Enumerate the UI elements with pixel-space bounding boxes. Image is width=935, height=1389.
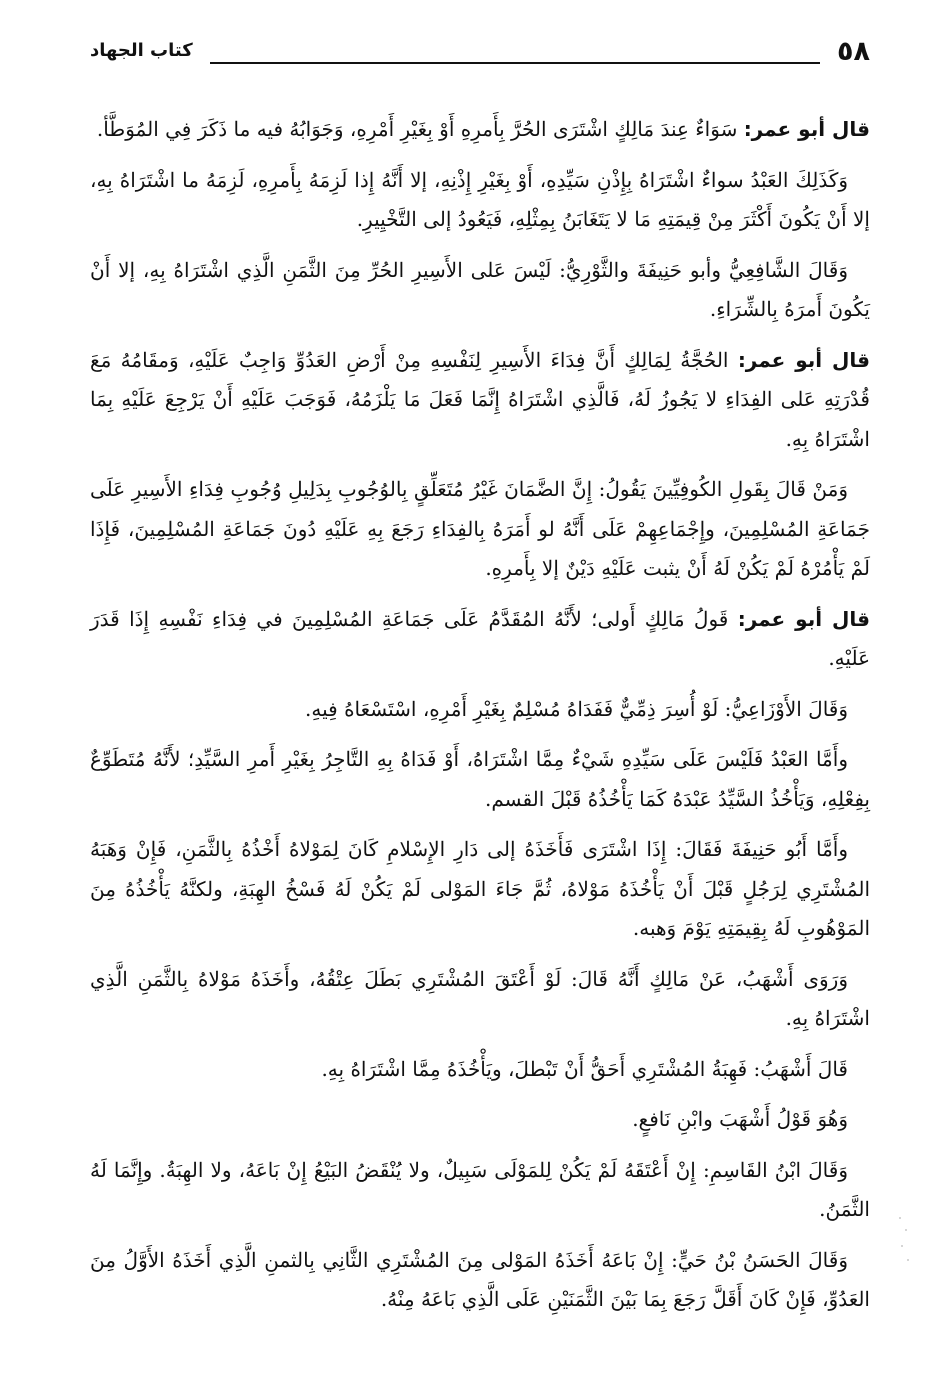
paragraph-text: وَرَوَى أَشْهَبُ، عَنْ مَالِكٍ أَنَّهُ قَالَ: لَوْ أَعْتَقَ المُشْتَرِي بَطَلَ عِتْقُهُ، وأَخَذَهُ مَوْلاهُ بِالثَّمَنِ الَّذِي اشْتَرَاهُ بِهِ. [90,966,870,1030]
book-title: كتاب الجهاد [90,40,193,61]
paragraph [90,690,870,730]
paragraph [90,960,870,1039]
paragraph [90,161,870,240]
scan-specks [895,1215,915,1275]
page-header [90,30,870,70]
paragraph [90,1241,870,1320]
paragraph [90,740,870,819]
paragraph [90,1100,870,1140]
paragraph [90,1050,870,1090]
paragraph [90,1151,870,1230]
paragraph [90,830,870,949]
paragraph-text: وأَمَّا أَبُو حَنِيفَةَ فَقَالَ: إِذَا اشْتَرَى فَأَخَذَهُ إلى دَارِ الإِسْلامِ كَانَ لِمَوْلاهُ أَخْذُهُ بِالثَّمَنِ، فَإِنْ وَهَبَهُ المُشْتَرِي لِرَجُلٍ قَبْلَ أَنْ يَأْخُذَهُ مَوْلاهُ، ثُمَّ جَاءَ المَوْلى لَمْ يَكُنْ لَهُ فَسْخُ الهِبَةِ، ولكنَّهُ يَأْخُذُهُ مِنَ المَوْهُوبِ لَهُ بِقِيمَتِهِ يَوْمَ وَهبه. [90,837,870,940]
paragraph-text: قَولُ مَالِكٍ أَولى؛ لأَنَّهُ المُقَدَّمُ عَلَى جَمَاعَةِ المُسْلِمِينَ في فِدَاءِ نَفْسِهِ إِذَا قَدَرَ عَلَيْهِ. [90,606,870,670]
speck [907,1259,909,1261]
paragraph-text: سَوَاءٌ عِندَ مَالِكٍ اشْتَرَى الحُرَّ بِأَمرِهِ أَوْ بِغَيْرِ أَمْرِهِ، وَجَوَابُهُ فيه ما ذَكَرَ فِي المُوَطَّأ. [96,117,738,141]
paragraph-text: وَقَالَ ابْنُ القَاسِمِ: إِنْ أَعْتَقَهُ لَمْ يَكُنْ لِلمَوْلَى سَبِيلٌ، ولا يُنْقَضُ البَيْعُ إِنْ بَاعَهُ، ولا الهِبَةُ. وإِنَّمَا لَهُ الثَّمَنُ. [90,1157,870,1221]
header-rule [210,62,820,64]
paragraph-text: وَمَنْ قَالَ بِقَولِ الكُوفِيِّينَ يَقُولُ: إِنَّ الضَّمَانَ غَيْرُ مُتَعَلِّقٍ بِالوُجُوبِ بِدَلِيلِ وُجُوبِ فِدَاءِ الأَسِيرِ عَلَى جَمَاعَةِ المُسْلِمِينَ، وإِجْمَاعِهِمْ عَلَى أَنَّهُ لو أَمَرَهُ بِالفِدَاءِ رَجَعَ بِهِ عَلَيْهِ دُونَ جَمَاعَةِ المُسْلِمِينَ، فَإِذَا لَمْ يَأْمُرْهُ لَمْ يَكُنْ لَهُ أَنْ يثبت عَلَيْهِ دَيْنٌ إلا بِأَمرِهِ. [90,477,870,580]
paragraph-text: وأَمَّا العَبْدُ فَلَيْسَ عَلَى سَيِّدِهِ شَيْءٌ مِمَّا اشْتَرَاهُ، أَوْ فَدَاهُ بِهِ التَّاجِرُ بِغَيْرِ أَمرِ السَّيِّدِ؛ لأَنَّهُ مُتَطَوِّعٌ بِفِعْلِهِ، وَيَأْخُذُ السَّيِّدُ عَبْدَهُ كَمَا يَأْخُذُهُ قَبْلَ القسم. [90,747,870,811]
page-body [90,110,870,1331]
paragraph [90,470,870,589]
paragraph-text: الحُجَّةُ لِمَالِكٍ أَنَّ فِدَاءَ الأَسِيرِ لِنَفْسِهِ مِنْ أَرْضِ العَدُوِّ وَاجِبٌ عَلَيْهِ، وَمقَامُهُ مَعَ قُدْرَتِهِ عَلى الفِدَاءِ لا يَجُوزُ لَهُ، فَالَّذِي اشْتَرَاهُ إِنَّمَا فَعَلَ مَا يَلْزَمُهُ، فَوَجَبَ عَلَيْهِ أَنْ يَرْجِعَ عَلَيْهِ بِمَا اشْتَرَاهُ بِهِ. [90,347,870,451]
paragraph [90,110,870,150]
paragraph-text: وَكَذَلِكَ العَبْدُ سواءٌ اشْتَرَاهُ بِإِذْنِ سَيِّدِهِ، أَوْ بِغَيْرِ إِذْنِهِ، إلا أَنَّهُ إِذا لَزِمَهُ بِأَمرِهِ، لَزِمَهُ ما اشْتَرَاهُ بِهِ، إلا أَنْ يَكُونَ أَكْثَرَ مِنْ قِيمَتِهِ مَا لا يَتَغَابَنُ بِمِثْلِهِ، فَيَعُودُ إلى التَّخْيِيرِ. [90,167,870,231]
paragraph-text: وَقَالَ الحَسَنُ بْنُ حَيٍّ: إِنْ بَاعَهُ أَخَذَهُ المَوْلى مِنَ المُشْتَرِي الثَّانِي بِالثمنِ الَّذِي أَخَذَهُ الأَوَّلُ مِنَ العَدُوِّ، فَإِنْ كَانَ أَقَلَّ رَجَعَ بِمَا بَيْنَ الثَّمَنَيْنِ عَلَى الَّذِي بَاعَهُ مِنْهُ. [90,1247,870,1311]
paragraph [90,251,870,330]
speck [905,1229,907,1231]
speaker-label: قال أبو عمر: [737,347,870,372]
page-number: ٥٨ [837,36,870,67]
speaker-label: قال أبو عمر: [737,606,870,631]
speck [901,1245,903,1247]
paragraph [90,600,870,679]
paragraph-text: وَقَالَ الأَوْزَاعِيُّ: لَوْ أُسِرَ ذِمِّيٌّ فَفَدَاهُ مُسْلِمٌ بِغَيْرِ أَمْرِهِ، اسْتَسْعَاهُ فِيهِ. [305,696,848,721]
speck [899,1217,901,1219]
paragraph [90,341,870,460]
paragraph-text: وَقَالَ الشَّافِعِيُّ وأبو حَنِيفَةَ والثَّوْرِيُّ: لَيْسَ عَلى الأَسِيرِ الحُرِّ مِنَ الثَّمَنِ الَّذِي اشْتَرَاهُ بِهِ، إلا أَنْ يَكُونَ أَمرَهُ بِالشِّرَاءِ. [90,257,870,321]
paragraph-text: قَالَ أَشْهَبُ: فَهِبَةُ المُشْتَرِي أَحَقُّ أَنْ تَبْطلَ، ويَأْخُذَهُ مِمَّا اشْتَرَاهُ بِهِ. [321,1056,848,1081]
paragraph-text: وَهُوَ قَوْلُ أَشْهَبَ وابْنِ نَافعٍ. [632,1107,848,1131]
speaker-label: قال أبو عمر: [743,117,870,141]
